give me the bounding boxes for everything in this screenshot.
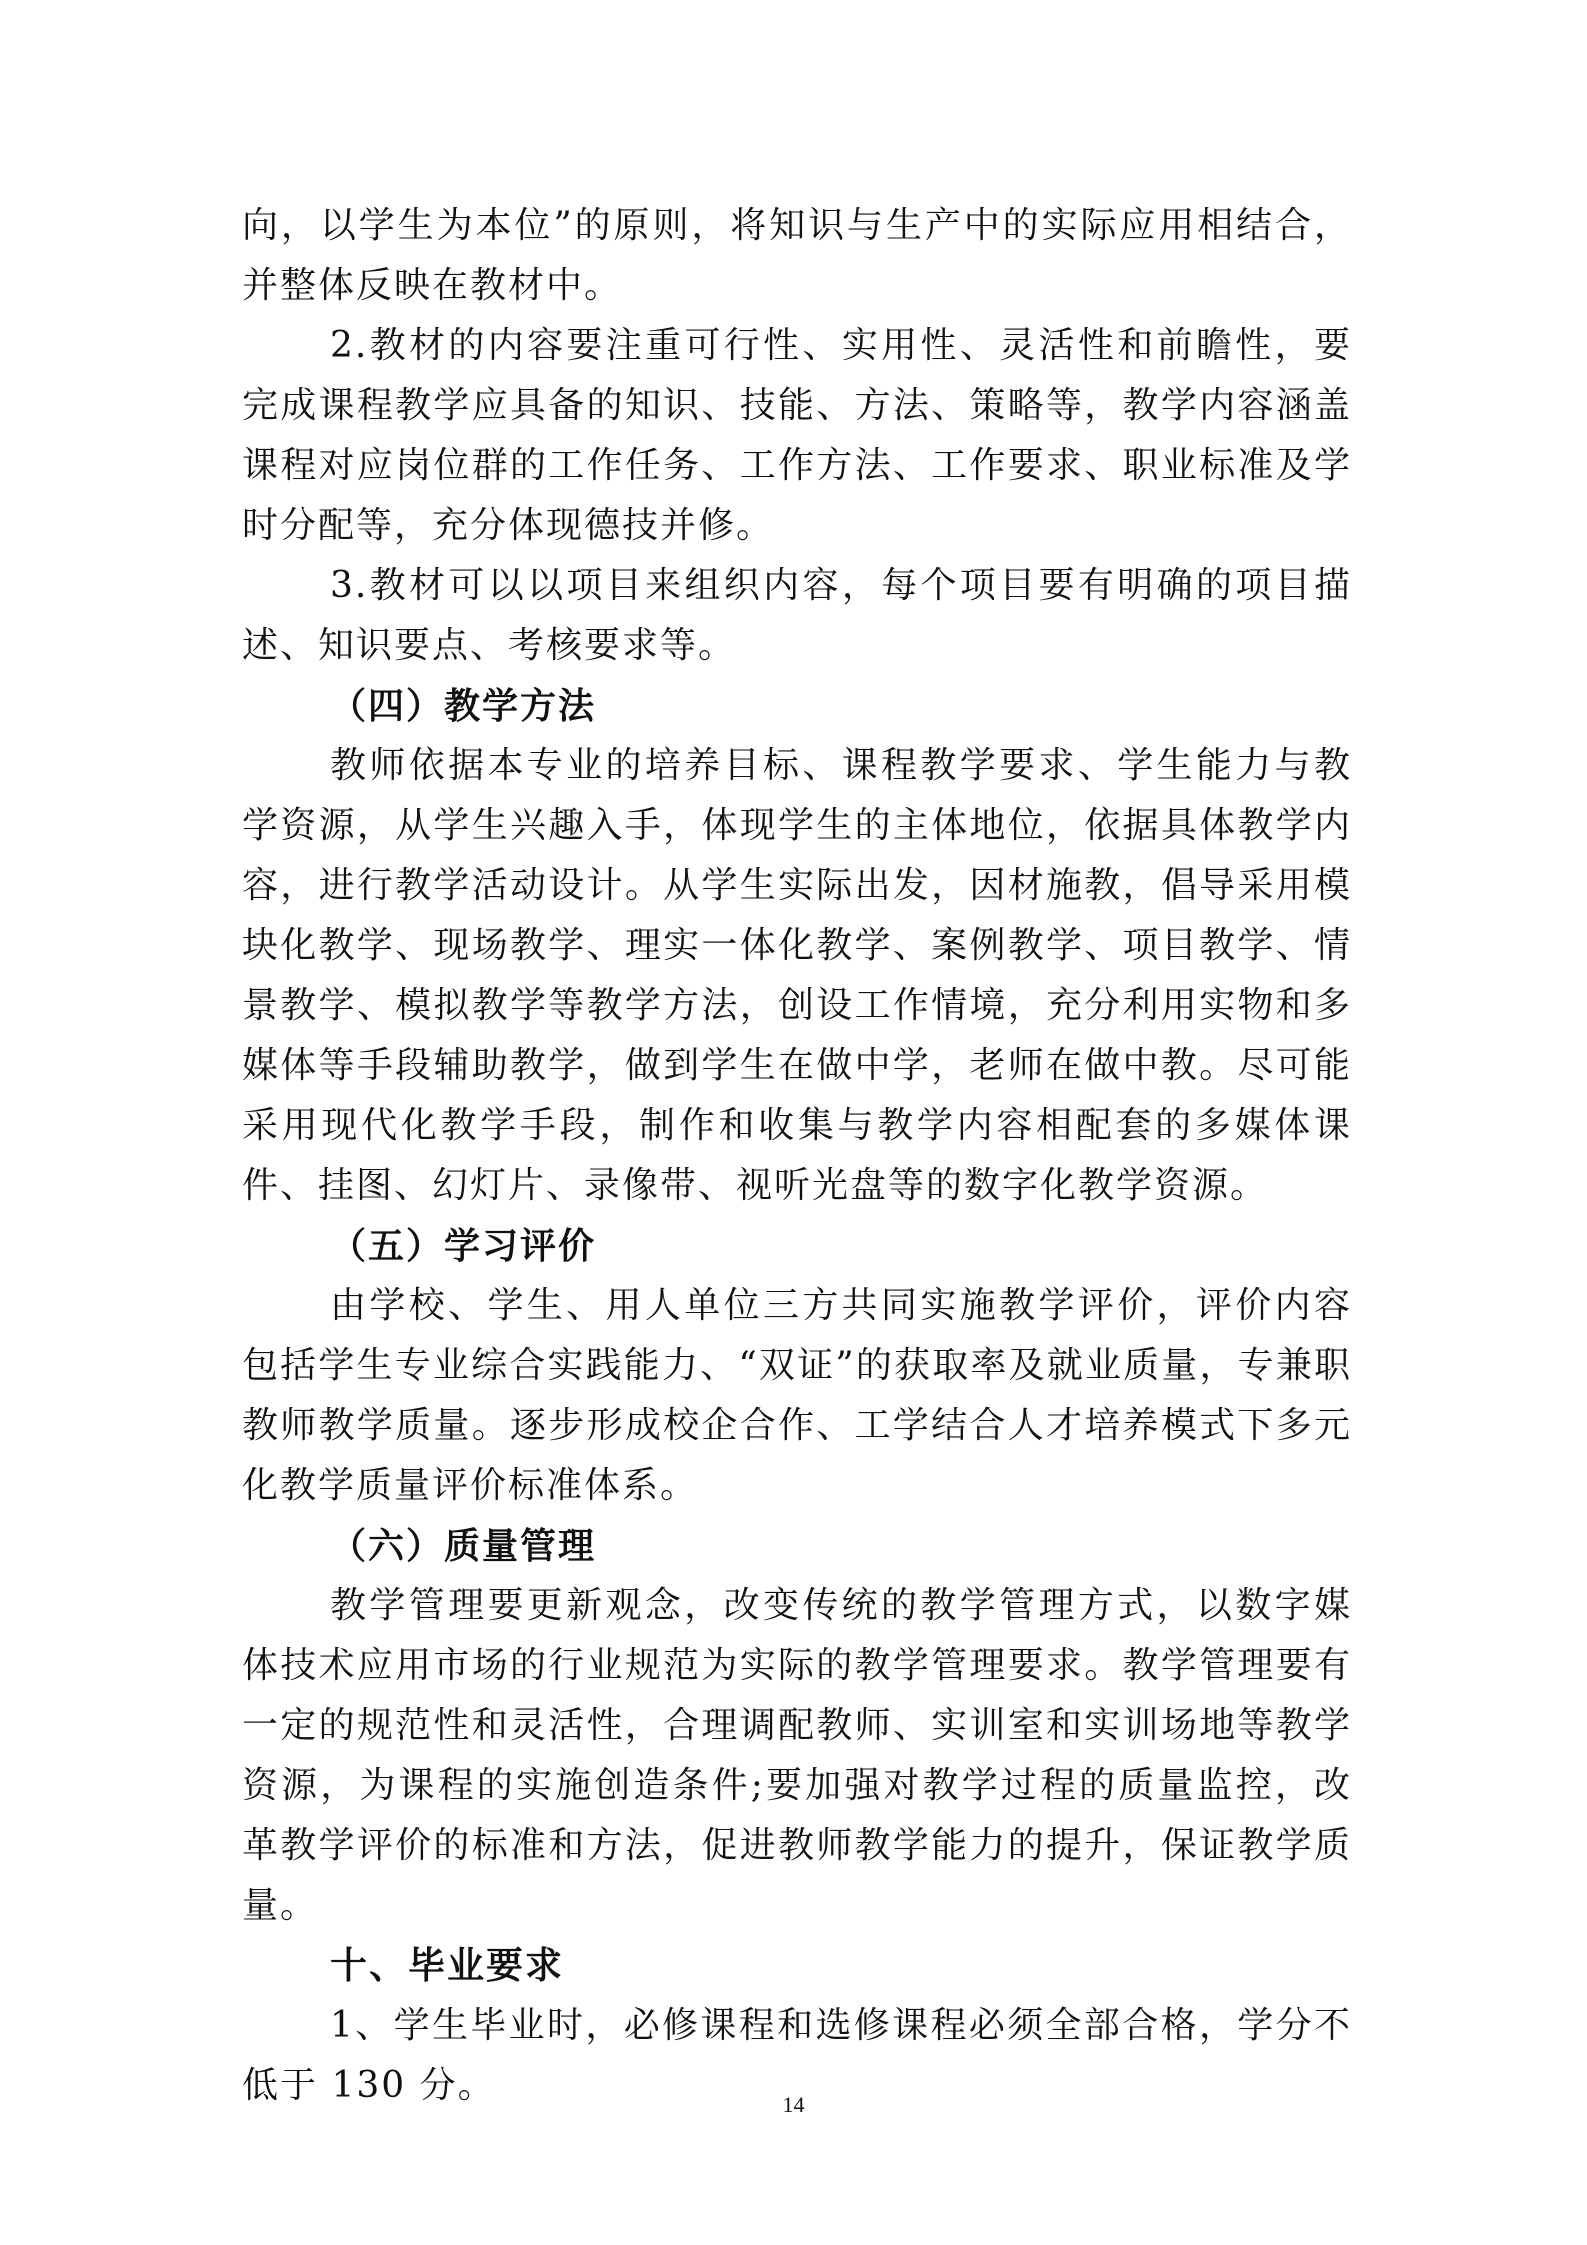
paragraph-textbook-content: 2.教材的内容要注重可行性、实用性、灵活性和前瞻性，要完成课程教学应具备的知识、技能、方法、策略等，教学内容涵盖课程对应岗位群的工作任务、工作方法、工作要求、职业标准及学时分配等，充分体现德技并修。	[242, 325, 1352, 546]
heading-graduation-requirements: 十、毕业要求	[330, 1944, 564, 1987]
document-body	[242, 196, 1352, 2116]
heading-learning-evaluation: （五）学习评价	[330, 1225, 597, 1267]
paragraph-textbook-projects: 3.教材可以以项目来组织内容，每个项目要有明确的项目描述、知识要点、考核要求等。	[242, 565, 1352, 666]
paragraph-learning-evaluation: 由学校、学生、用人单位三方共同实施教学评价，评价内容包括学生专业综合实践能力、“双证”的获取率及就业质量，专兼职教师教学质量。逐步形成校企合作、工学结合人才培养模式下多元化教学质量评价标准体系。	[242, 1285, 1352, 1506]
paragraph-textbook-principle: 向，以学生为本位”的原则，将知识与生产中的实际应用相结合，并整体反映在教材中。	[242, 205, 1352, 306]
paragraph-quality-management: 教学管理要更新观念，改变传统的教学管理方式，以数字媒体技术应用市场的行业规范为实际的教学管理要求。教学管理要有一定的规范性和灵活性，合理调配教师、实训室和实训场地等教学资源，为课程的实施创造条件;要加强对教学过程的质量监控，改革教学评价的标准和方法，促进教师教学能力的提升，保证教学质量。	[242, 1585, 1352, 1926]
heading-teaching-methods: （四）教学方法	[330, 685, 597, 727]
page-number: 14	[782, 2092, 805, 2117]
paragraph-teaching-methods: 教师依据本专业的培养目标、课程教学要求、学生能力与教学资源，从学生兴趣入手，体现学生的主体地位，依据具体教学内容，进行教学活动设计。从学生实际出发，因材施教，倡导采用模块化教学、现场教学、理实一体化教学、案例教学、项目教学、情景教学、模拟教学等教学方法，创设工作情境，充分利用实物和多媒体等手段辅助教学，做到学生在做中学，老师在做中教。尽可能采用现代化教学手段，制作和收集与教学内容相配套的多媒体课件、挂图、幻灯片、录像带、视听光盘等的数字化教学资源。	[242, 745, 1352, 1206]
paragraph-graduation-credits: 1、学生毕业时，必修课程和选修课程必须全部合格，学分不低于 130 分。	[242, 2005, 1352, 2106]
heading-quality-management: （六）质量管理	[330, 1525, 597, 1567]
